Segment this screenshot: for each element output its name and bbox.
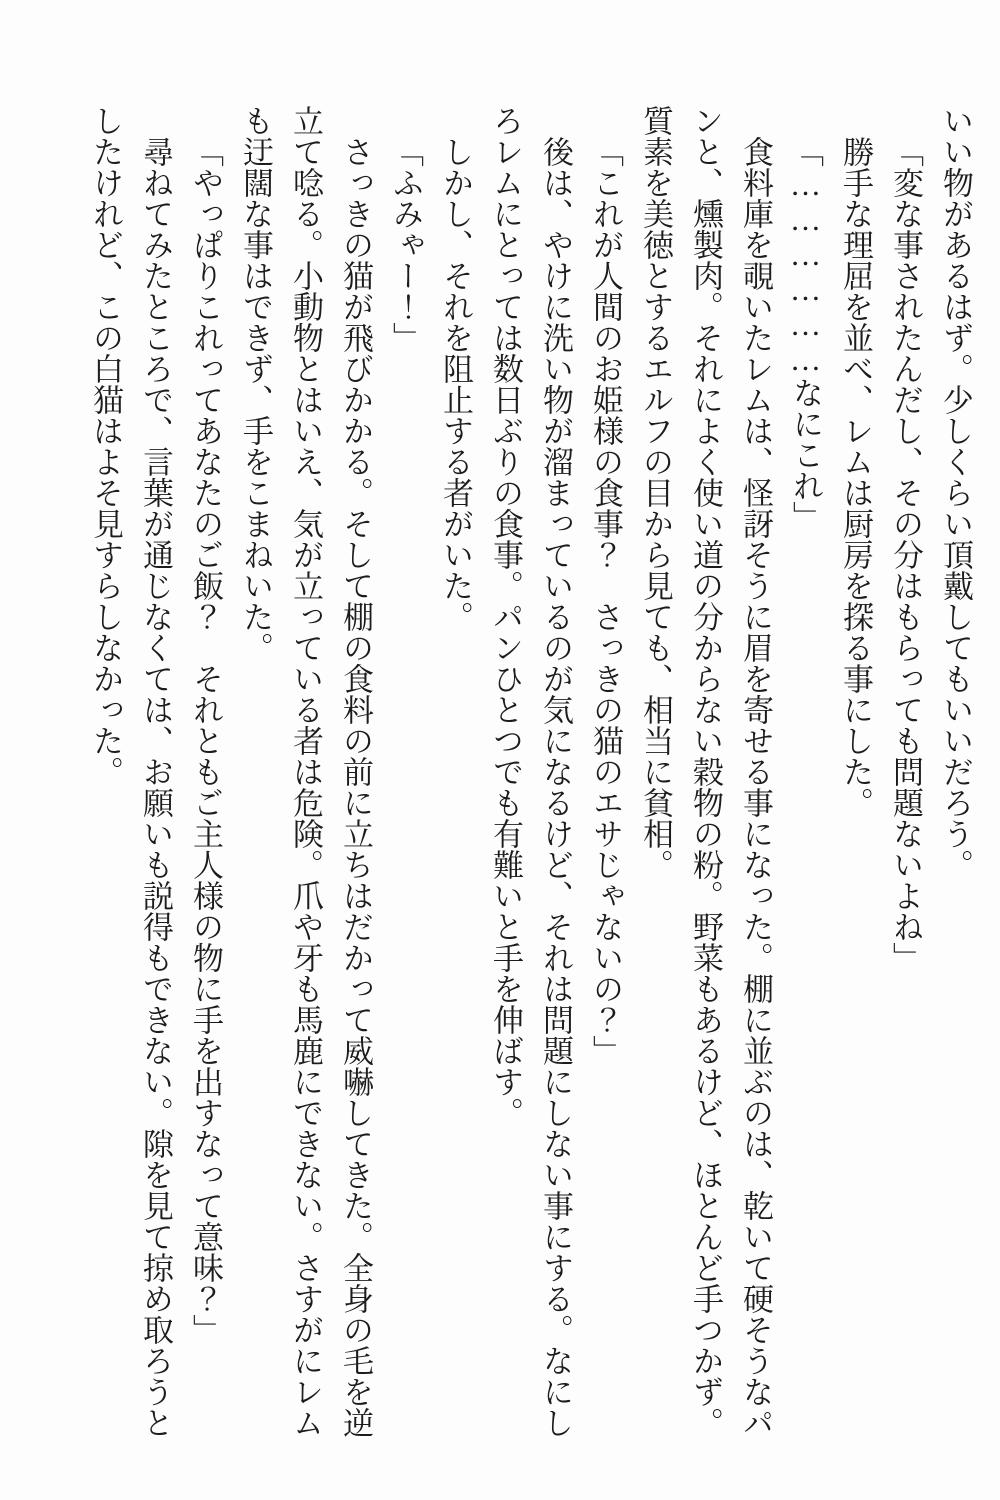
paragraph: さっきの猫が飛びかかる。そして棚の食料の前に立ちはだかって威嚇してきた。全身の毛を逆立て唸る。小動物とはいえ、気が立っている者は危険。爪や牙も馬鹿にできない。さすがにレムも迂闊な事はできず、手をこまねいた。	[238, 105, 373, 1438]
paragraph: 「変な事されたんだし、その分はもらっても問題ないよね」	[888, 136, 923, 973]
paragraph: 「ふみゃー！」	[388, 136, 423, 353]
paragraph: 食料庫を覗いたレムは、怪訝そうに眉を寄せる事になった。棚に並ぶのは、乾いて硬そうなパンと、燻製肉。それによく使い道の分からない穀物の粉。野菜もあるけど、ほとんど手つかず。質素を美徳とするエルフの目から見ても、相当に貧相。	[638, 105, 773, 1438]
paragraph: 「………………なにこれ」	[788, 136, 823, 532]
paragraph: しかし、それを阻止する者がいた。	[438, 136, 473, 632]
vertical-text-block	[68, 105, 980, 1438]
paragraph: 「やっぱりこれってあなたのご飯？ それともご主人様の物に手を出すなって意味？」	[188, 136, 223, 1345]
paragraph: いい物があるはず。少しくらい頂戴してもいいだろう。	[938, 105, 973, 880]
paragraph: 勝手な理屈を並べ、レムは厨房を探る事にした。	[838, 136, 873, 818]
paragraph: 後は、やけに洗い物が溜まっているのが気になるけど、それは問題にしない事にする。なにしろレムにとっては数日ぶりの食事。パンひとつでも有難いと手を伸ばす。	[488, 105, 573, 1438]
paragraph: 尋ねてみたところで、言葉が通じなくては、お願いも説得もできない。隙を見て掠め取ろうとしたけれど、この白猫はよそ見すらしなかった。	[88, 105, 173, 1438]
paragraph: 「これが人間のお姫様の食事？ さっきの猫のエサじゃないの？」	[588, 136, 623, 1066]
